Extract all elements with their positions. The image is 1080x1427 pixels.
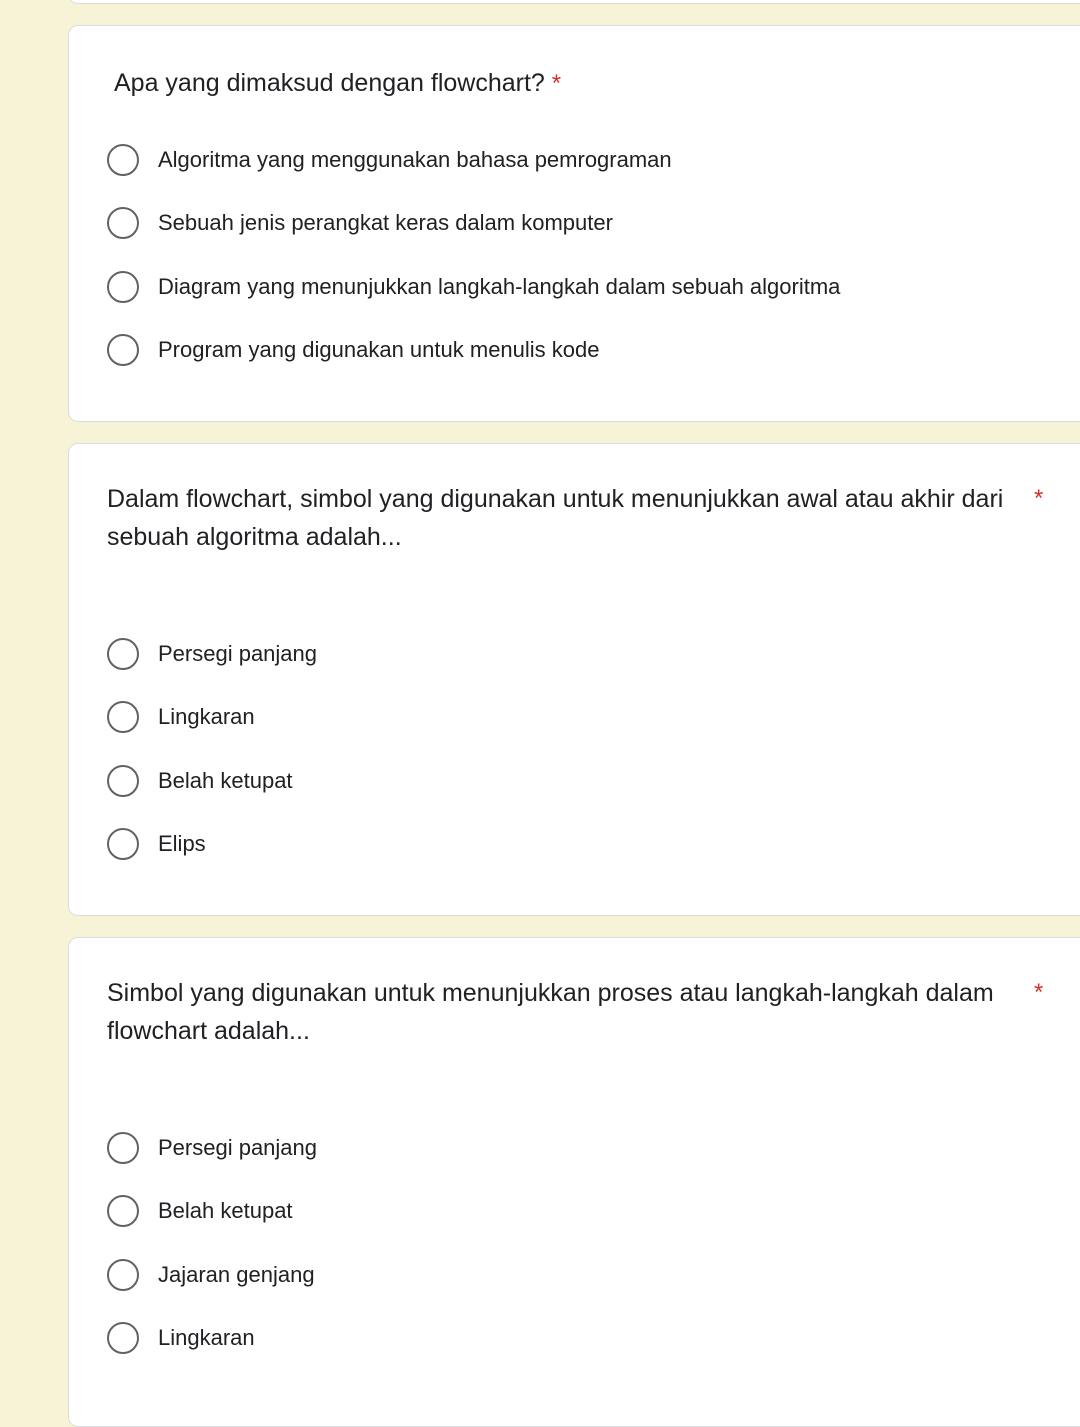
question-card-3 [68, 937, 1080, 1427]
option-label[interactable]: Belah ketupat [158, 1198, 293, 1224]
radio-group [107, 622, 1047, 876]
radio-option[interactable] [107, 1116, 1047, 1180]
radio-option[interactable] [107, 1307, 1047, 1371]
option-label[interactable]: Diagram yang menunjukkan langkah-langkah dalam sebuah algoritma [158, 273, 841, 299]
option-label[interactable]: Program yang digunakan untuk menulis kode [158, 337, 600, 363]
question-title [114, 64, 1014, 103]
radio-group [107, 128, 1047, 382]
radio-option[interactable] [107, 319, 1047, 383]
radio-option[interactable] [107, 749, 1047, 813]
option-label[interactable]: Persegi panjang [158, 640, 318, 666]
radio-group [107, 1116, 1047, 1370]
question-title: Dalam flowchart, simbol yang digunakan untuk menunjukkan awal atau akhir dari sebuah algoritma adalah... [107, 485, 1004, 551]
radio-option[interactable] [107, 255, 1047, 319]
question-card-1 [68, 25, 1080, 422]
radio-option[interactable] [107, 1180, 1047, 1244]
radio-button[interactable] [107, 1132, 139, 1164]
previous-card-edge [68, 0, 1080, 4]
radio-option[interactable] [107, 1243, 1047, 1307]
option-label[interactable]: Algoritma yang menggunakan bahasa pemrograman [158, 146, 672, 172]
question-title: Simbol yang digunakan untuk menunjukkan proses atau langkah-langkah dalam flowchart adalah... [107, 979, 994, 1045]
required-asterisk: * [1034, 485, 1044, 512]
option-label[interactable]: Elips [158, 831, 206, 857]
question-text: Apa yang dimaksud dengan flowchart? [114, 69, 545, 97]
question-card-2 [68, 443, 1080, 916]
radio-button[interactable] [107, 144, 139, 176]
radio-button[interactable] [107, 828, 139, 860]
radio-option[interactable] [107, 813, 1047, 877]
radio-button[interactable] [107, 207, 139, 239]
option-label[interactable]: Jajaran genjang [158, 1261, 315, 1287]
option-label[interactable]: Belah ketupat [158, 767, 293, 793]
radio-option[interactable] [107, 686, 1047, 750]
radio-button[interactable] [107, 1195, 139, 1227]
required-asterisk: * [1034, 979, 1044, 1006]
radio-button[interactable] [107, 334, 139, 366]
radio-option[interactable] [107, 192, 1047, 256]
option-label[interactable]: Sebuah jenis perangkat keras dalam komputer [158, 210, 613, 236]
radio-option[interactable] [107, 128, 1047, 192]
option-label[interactable]: Persegi panjang [158, 1134, 318, 1160]
option-label[interactable]: Lingkaran [158, 1325, 255, 1351]
radio-button[interactable] [107, 271, 139, 303]
radio-button[interactable] [107, 765, 139, 797]
radio-option[interactable] [107, 622, 1047, 686]
radio-button[interactable] [107, 701, 139, 733]
radio-button[interactable] [107, 1322, 139, 1354]
option-label[interactable]: Lingkaran [158, 704, 255, 730]
radio-button[interactable] [107, 1259, 139, 1291]
required-asterisk: * [551, 70, 562, 97]
radio-button[interactable] [107, 638, 139, 670]
